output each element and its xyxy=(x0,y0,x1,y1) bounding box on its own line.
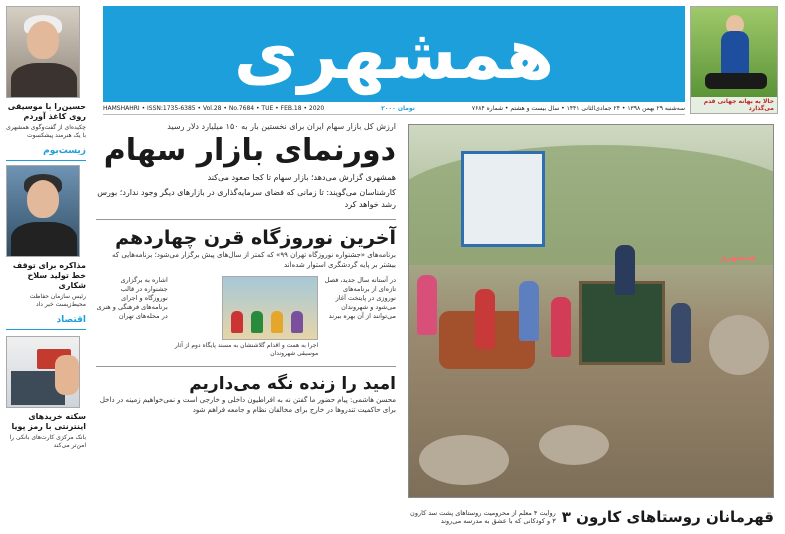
athlete-photo xyxy=(690,6,778,114)
sidebar-story-3-body: بانک مرکزی کارت‌های بانکی را امن‌تر می‌کند xyxy=(9,434,86,449)
sidebar-story-1-title[interactable]: حسین‌را با موسیقی روی کاغذ آوردم xyxy=(7,102,86,121)
main-photo-children-school xyxy=(408,124,774,498)
sidebar-story-2-title[interactable]: مذاکره برای توقف خط تولید سلاح شکاری xyxy=(12,261,86,290)
masthead xyxy=(103,6,685,102)
main-bullet-1: همشهری گزارش می‌دهد؛ بازار سهام تا کجا صعود می‌کند xyxy=(207,173,396,182)
issue-info-latin: HAMSHAHRI • ISSN:1735-6385 • Vol.28 • No.7684 • TUE • FEB.18 • 2020 xyxy=(103,105,325,112)
athlete-caption[interactable]: حالا به بهانه جهانی قدم می‌گذارد xyxy=(691,97,777,113)
laptop-payment-photo xyxy=(6,336,80,408)
center-column xyxy=(96,122,396,415)
nowruz-thumbnail xyxy=(222,276,318,340)
issue-info-strip xyxy=(103,103,685,115)
nowruz-thumbnail-caption: اجرا به همت و اقدام گلاشنشان به مسند پایگاه دوم از آثار موسیقی شهروندان xyxy=(174,342,319,357)
main-bullet-2: کارشناسان می‌گویند: تا زمانی که فضای سرمایه‌گذاری در بازارهای دیگر وجود ندارد؛ بورس رشد خواهد کرد xyxy=(97,188,396,209)
photo-headline[interactable]: قهرمانان روستاهای کارون ۳ xyxy=(561,508,774,526)
nowruz-body: برنامه‌های «جشنواره نوروزگاه تهران ۹۹» که کمتر از سال‌های پیش برگزار می‌شود؛ برنامه‌هایی که بیشتر بر پایه گردشگری استوار شده‌اند xyxy=(112,251,396,269)
divider xyxy=(96,366,396,367)
school-container xyxy=(461,151,545,247)
section-label-zistboom: زیست‌بوم xyxy=(6,146,86,161)
main-headline[interactable]: دورنمای بازار سهام xyxy=(103,133,396,168)
nowruz-column-a: در آستانه سال جدید، فصل تازه‌ای از برنامه‌های نوروزی در پایتخت آغاز می‌شود و شهروندان می‌توانند از آن بهره ببرند xyxy=(324,276,396,320)
photo-watermark: همشهری xyxy=(719,253,756,262)
hope-body: محسن هاشمی: پیام حضور ما گفتن نه به افراطیون داخلی و خارجی است و نمی‌خواهیم زمینه در داخل برای حاکمیت تندروها در خارج برای مخالفان نظام و جامعه فراهم شود xyxy=(99,396,396,414)
masthead-title: همشهری xyxy=(233,13,555,95)
issue-info-persian: سه‌شنبه ۲۹ بهمن ۱۳۹۸ • ۲۴ جمادی‌الثانی ۱۴۴۱ • سال بیست و هشتم • شماره ۷۶۸۴ xyxy=(471,105,685,112)
left-sidebar xyxy=(6,6,86,450)
main-story-kicker: ارزش کل بازار سهام ایران برای نخستین بار به ۱۵۰ میلیارد دلار رسید xyxy=(167,122,396,131)
section-label-eghtesad: اقتصاد xyxy=(6,315,86,330)
sidebar-story-2-body: رئیس سازمان حفاظت محیط‌زیست خبر داد xyxy=(29,293,86,308)
divider xyxy=(96,219,396,220)
nowruz-photo-block xyxy=(174,276,318,358)
nowruz-lower-row xyxy=(96,276,396,358)
issue-price: ۲۰۰۰ تومان xyxy=(381,105,415,112)
photo-caption xyxy=(408,504,774,530)
sidebar-story-3-title[interactable]: سکته خریدهای اینترنتی با رمز پویا xyxy=(11,412,86,431)
headline-hope[interactable]: امید را زنده نگه می‌داریم xyxy=(189,374,396,394)
portrait-photo-2 xyxy=(6,165,80,257)
nowruz-column-b: اشاره به برگزاری جشنواره در قالب نوروزگاه و اجرای برنامه‌های فرهنگی و هنری در محله‌های تهران xyxy=(96,276,168,320)
portrait-photo-1 xyxy=(6,6,80,98)
photo-description: روایت ۴ معلم از محرومیت روستاهای پشت سد کارون ۳ و کودکانی که با عشق به مدرسه می‌روند xyxy=(410,509,556,525)
sidebar-story-1-body: چکیده‌ای از گفت‌وگوی همشهری با یک هنرمند پیشکسوت xyxy=(6,124,86,139)
headline-nowruz[interactable]: آخرین نوروزگاه قرن چهاردهم xyxy=(115,227,396,249)
